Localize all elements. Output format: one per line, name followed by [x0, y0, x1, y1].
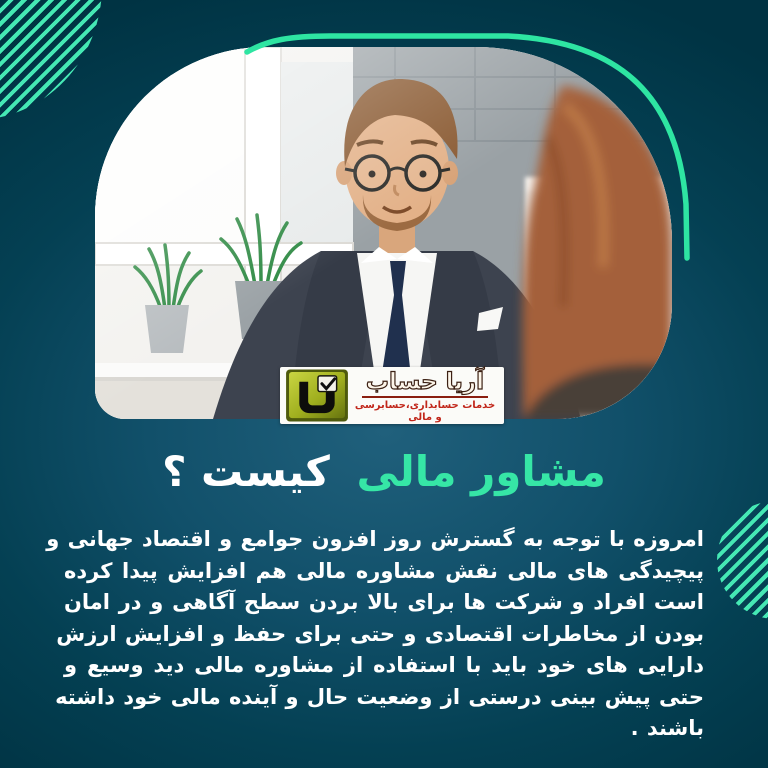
- photo-card: [95, 47, 672, 419]
- check-keycap-icon: [285, 369, 349, 422]
- body-line: حتی پیش بینی درستی از وضعیت حال و آینده مالی خود داشته: [55, 684, 704, 709]
- diagonal-stripes-corner-decoration: [0, 0, 102, 120]
- page-title: [0, 447, 768, 496]
- body-line: دارایی های خود باید با استفاده از مشاوره مالی دید وسیع و: [64, 653, 704, 677]
- title-rest: کیست ؟: [162, 447, 330, 496]
- photo-illustration: [95, 47, 672, 419]
- light-overlay: [95, 47, 672, 419]
- logo-tagline: خدمات حسابداری،حسابرسی و مالی: [354, 400, 496, 423]
- logo-box: [280, 367, 504, 424]
- diagonal-stripes-circle-decoration: [717, 501, 768, 619]
- body-line: پیچیدگی های مالی نقش مشاوره مالی هم افزایش پیدا کرده: [64, 558, 704, 583]
- body-line: امروزه با توجه به گسترش روز افزون جوامع و اقتصاد جهانی و: [46, 527, 704, 551]
- body-paragraph: [46, 524, 704, 745]
- title-highlight: مشاور مالی: [356, 447, 606, 496]
- body-line: باشند .: [630, 716, 704, 740]
- logo-text-block: [352, 369, 498, 424]
- logo-brand-name: آریا حساب: [362, 369, 488, 398]
- body-line: بودن از مخاطرات اقتصادی و حتی برای حفظ و افزایش ارزش: [56, 621, 704, 646]
- body-line: است افراد و شرکت ها برای بالا بردن سطح آگاهی و در امان: [64, 590, 704, 614]
